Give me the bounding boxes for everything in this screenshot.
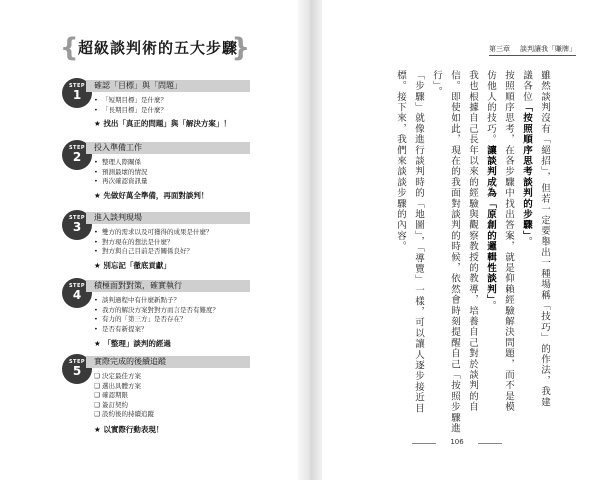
list-item-text: 有力的「第三方」是否存在？ — [102, 315, 187, 323]
list-item — [94, 228, 213, 238]
text-column — [484, 70, 496, 311]
bullet-icon: • — [94, 177, 98, 185]
list-item-text: 是否有新提案？ — [102, 324, 148, 333]
checkbox-icon: ❑ — [94, 372, 100, 380]
checkbox-icon: ❑ — [94, 381, 100, 390]
body-text-run: 。 — [485, 300, 496, 312]
list-item — [94, 296, 219, 306]
step-title: 投入準備工作 — [94, 143, 142, 152]
list-item — [94, 158, 148, 168]
list-item — [94, 247, 213, 257]
bullet-icon: • — [94, 305, 98, 314]
bullet-icon: • — [94, 167, 98, 176]
body-text-run: 標。接下來，我們來談談步驟的內容。 — [395, 70, 406, 252]
emphasis-text: 讓談判成為「原創的邏輯性談判」 — [485, 144, 496, 301]
key-point-text: 先做好萬全準備，再面對談判！ — [103, 191, 209, 200]
checkbox-icon: ❑ — [94, 400, 100, 409]
right-bracket-icon: } — [231, 33, 250, 63]
step-number: 3 — [72, 220, 82, 234]
list-item-text: 我方的解決方案對對方而言是否有難度？ — [102, 305, 219, 314]
bullet-icon: • — [94, 237, 98, 246]
step-items — [94, 372, 154, 420]
list-item-text: 對方與自己目前是否關係良好？ — [102, 247, 193, 255]
body-text-run: 信。即使如此，現在的我面對談判的時候，依然會時刻提醒自己「按照步驟進 — [449, 70, 460, 434]
list-item — [94, 238, 213, 248]
list-item-text: 雙方的需求以及可獲得的成果是什麼？ — [102, 228, 213, 236]
step-3 — [62, 210, 262, 275]
text-column — [394, 70, 406, 252]
list-item — [94, 325, 219, 335]
step-key-point — [94, 338, 171, 349]
list-item-text: 「長期目標」是什麼？ — [102, 105, 167, 114]
step-number: 2 — [72, 150, 82, 164]
star-icon: ★ — [94, 425, 104, 434]
list-item-text: 選出具體方案 — [102, 381, 141, 390]
star-icon: ★ — [94, 261, 104, 270]
list-item — [94, 391, 154, 401]
step-badge-label: STEP — [68, 283, 86, 289]
list-item — [94, 177, 148, 187]
key-point-text: 「整理」談判的經過 — [103, 339, 171, 348]
step-number: 5 — [72, 364, 82, 378]
key-point-text: 以實際行動表現！ — [103, 425, 164, 434]
text-column — [520, 70, 532, 247]
body-text-run: 「步驟」就像進行談判時的「地圖」，「導覽」一樣，可以讓人逐步接近目 — [413, 70, 424, 414]
list-item-text: 預測最壞的情況 — [102, 167, 148, 176]
list-item-text: 簽訂契約 — [102, 400, 128, 409]
left-bracket-icon: { — [60, 33, 79, 63]
body-text-run: 。 — [521, 236, 532, 248]
key-point-text: 找出「真正的問題」與「解決方案」！ — [103, 119, 231, 128]
text-column — [538, 70, 550, 408]
key-point-text: 別忘記「徹底貢獻」 — [103, 261, 171, 270]
bullet-icon: • — [94, 96, 98, 104]
step-title: 實際完成的後續追蹤 — [94, 357, 166, 366]
list-item-text: 對方現在的想法是什麼？ — [102, 237, 174, 246]
step-key-point — [94, 260, 171, 271]
step-items — [94, 158, 148, 187]
chapter-header — [489, 44, 576, 56]
body-text-run: 按照順序思考，在各步驟中找出答案，就是仰賴經驗解決問題，而不是模 — [503, 70, 514, 413]
list-item-text: 設約後的持續追蹤 — [102, 410, 154, 418]
step-title: 確認「目標」與「問題」 — [94, 81, 182, 90]
step-number: 1 — [72, 88, 82, 102]
bullet-icon: • — [94, 105, 98, 114]
text-column — [502, 70, 514, 412]
text-column — [448, 70, 460, 434]
step-items — [94, 96, 167, 115]
step-badge-label: STEP — [68, 83, 86, 89]
step-items — [94, 228, 213, 257]
list-item — [94, 96, 167, 106]
page-footer — [412, 438, 502, 448]
step-4 — [62, 278, 262, 350]
list-item-text: 「短期目標」是什麼？ — [102, 96, 167, 104]
star-icon: ★ — [94, 119, 104, 128]
text-column — [430, 70, 442, 97]
text-column — [466, 70, 478, 412]
bullet-icon: • — [94, 158, 98, 166]
emphasis-text: 「按照順序思考談判的步驟」 — [521, 102, 532, 237]
bullet-icon: • — [94, 247, 98, 255]
left-page — [0, 0, 298, 480]
checkbox-icon: ❑ — [94, 410, 100, 418]
star-icon: ★ — [94, 339, 104, 348]
list-item — [94, 306, 219, 316]
step-items — [94, 296, 219, 334]
body-text-run: 雖然談判沒有「絕招」，但若一定要舉出一種場稱「技巧」的作法，我建 — [539, 70, 550, 408]
list-item — [94, 382, 154, 392]
step-title: 積極面對對策，確實執行 — [94, 281, 182, 290]
list-item-text: 整理人際關係 — [102, 158, 141, 166]
step-key-point — [94, 424, 163, 435]
step-title: 進入談判現場 — [94, 213, 142, 222]
footer-rule — [478, 443, 502, 444]
page-number: 106 — [450, 438, 464, 446]
list-item — [94, 106, 167, 116]
chapter-title: 談判讓我「賺牌」 — [520, 45, 576, 53]
star-icon: ★ — [94, 191, 104, 200]
body-text-run: 仿他人的技巧。 — [485, 70, 496, 145]
step-badge-label: STEP — [68, 215, 86, 221]
title-block — [60, 34, 250, 62]
bullet-icon: • — [94, 324, 98, 333]
right-page — [322, 0, 600, 480]
step-badge-label: STEP — [68, 145, 86, 151]
list-item — [94, 372, 154, 382]
chapter-number: 第三章 — [489, 45, 510, 53]
body-text-run: 我也根據自己長年以來的經驗與觀察教授的教導，培養自己對於談判的自 — [467, 70, 478, 413]
text-column — [412, 70, 424, 414]
book-gutter — [298, 0, 322, 480]
list-item — [94, 168, 148, 178]
checkbox-icon: ❑ — [94, 391, 100, 399]
list-item — [94, 401, 154, 411]
step-2 — [62, 140, 262, 205]
body-text-run: 行」。 — [431, 70, 442, 98]
list-item-text: 確認期限 — [102, 391, 128, 399]
bullet-icon: • — [94, 315, 98, 323]
step-5 — [62, 354, 262, 436]
list-item-text: 決定最佳方案 — [102, 372, 141, 380]
list-item — [94, 315, 219, 325]
step-key-point — [94, 118, 231, 129]
bullet-icon: • — [94, 228, 98, 236]
step-key-point — [94, 190, 208, 201]
list-item-text: 再次確認資訊量 — [102, 177, 148, 185]
list-item-text: 談判過程中有什麼新點子？ — [102, 296, 180, 304]
step-badge-label: STEP — [68, 359, 86, 365]
list-item — [94, 410, 154, 420]
body-text-run: 議各位 — [521, 70, 532, 103]
step-1 — [62, 78, 262, 138]
step-number: 4 — [72, 288, 82, 302]
bullet-icon: • — [94, 296, 98, 304]
page-title: 超級談判術的五大步驟 — [78, 39, 239, 57]
